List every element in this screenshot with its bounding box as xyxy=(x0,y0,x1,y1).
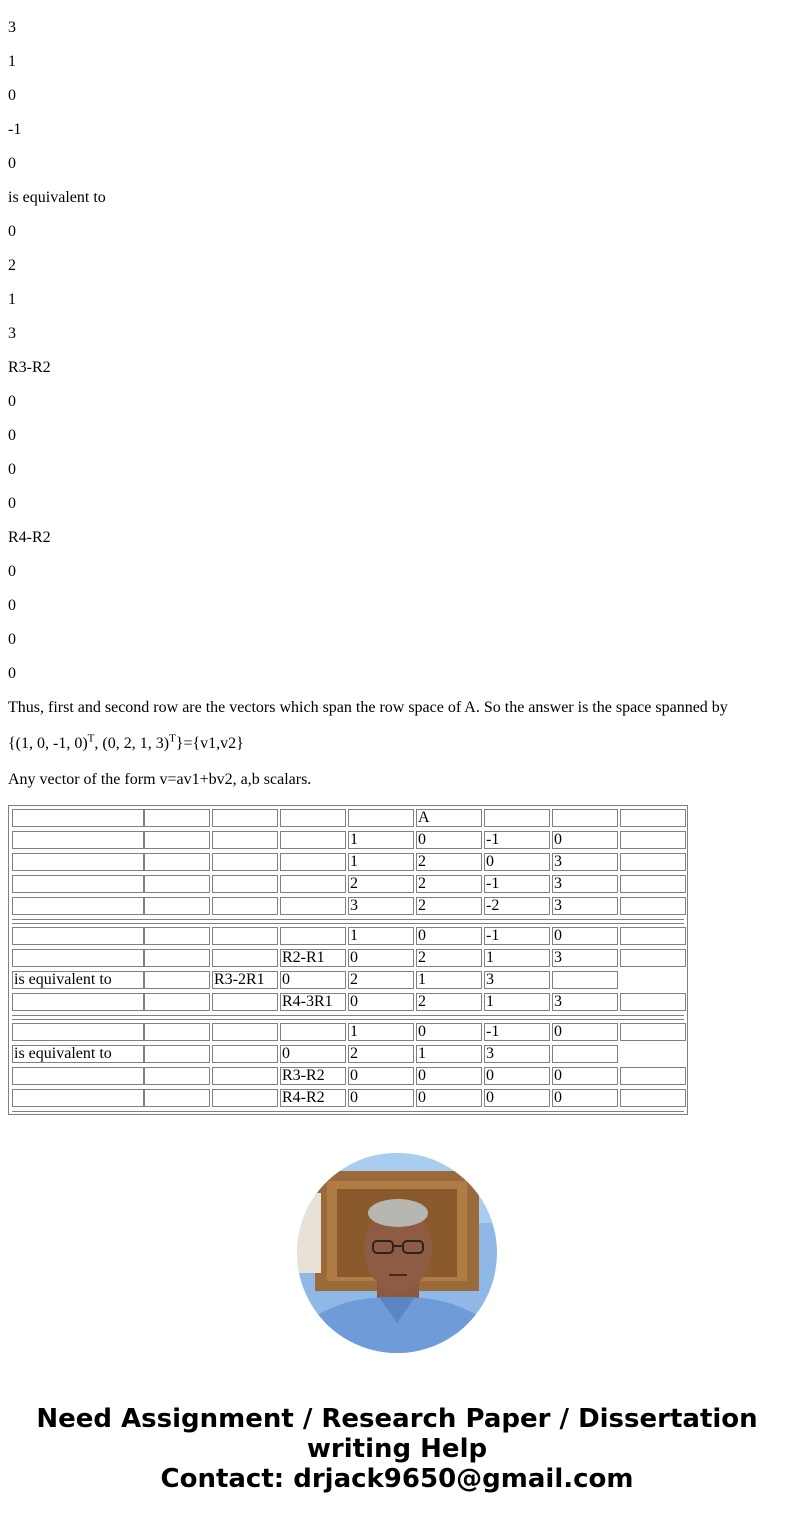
footer-line-1: Need Assignment / Research Paper / Dissertation xyxy=(36,1404,758,1434)
matrix-cell xyxy=(620,927,686,945)
matrix-cell xyxy=(12,927,144,945)
matrix-cell: is equivalent to xyxy=(12,1045,144,1063)
matrix-cell xyxy=(484,809,550,827)
matrix-cell xyxy=(12,897,144,915)
text-line: 0 xyxy=(8,87,16,104)
matrix-cell xyxy=(620,1067,686,1085)
matrix-cell xyxy=(620,831,686,849)
text-line: 0 xyxy=(8,427,16,444)
matrix-cell xyxy=(12,1023,144,1041)
matrix-cell: 0 xyxy=(484,1089,550,1107)
matrix-cell: 0 xyxy=(416,1067,482,1085)
matrix-cell: 3 xyxy=(552,875,618,893)
transpose-mark: T xyxy=(87,732,95,745)
matrix-cell xyxy=(212,831,278,849)
matrix-cell xyxy=(144,993,210,1011)
matrix-cell xyxy=(144,1045,210,1063)
matrix-cell: 1 xyxy=(348,927,414,945)
matrix-cell: 0 xyxy=(484,1067,550,1085)
matrix-cell xyxy=(144,809,210,827)
matrix-cell: R2-R1 xyxy=(280,949,346,967)
matrix-cell: 2 xyxy=(348,875,414,893)
matrix-cell xyxy=(348,809,414,827)
matrix-cell: 2 xyxy=(416,949,482,967)
matrix-cell: 3 xyxy=(552,949,618,967)
matrix-cell: 2 xyxy=(416,853,482,871)
matrix-cell xyxy=(212,927,278,945)
promo-footer xyxy=(0,1404,794,1494)
matrix-cell: R3-R2 xyxy=(280,1067,346,1085)
matrix-cell: 2 xyxy=(416,897,482,915)
text-line: R4-R2 xyxy=(8,529,51,546)
matrix-cell: -1 xyxy=(484,927,550,945)
matrix-cell: 3 xyxy=(552,897,618,915)
matrix-cell xyxy=(144,831,210,849)
matrix-cell xyxy=(144,971,210,989)
matrix-cell: 0 xyxy=(348,993,414,1011)
matrix-cell: is equivalent to xyxy=(12,971,144,989)
matrix-cell: R3-2R1 xyxy=(212,971,278,989)
table-rule xyxy=(12,1015,684,1016)
text-line: 0 xyxy=(8,597,16,614)
matrix-cell: 3 xyxy=(484,1045,550,1063)
matrix-cell xyxy=(552,971,618,989)
matrix-cell: 3 xyxy=(552,993,618,1011)
matrix-cell: 1 xyxy=(348,1023,414,1041)
conclusion-text: Thus, first and second row are the vectors which span the row space of A. So the answer is the space spanned by xyxy=(8,699,728,716)
matrix-cell: 0 xyxy=(416,1023,482,1041)
matrix-cell xyxy=(620,1023,686,1041)
text-line: 1 xyxy=(8,291,16,308)
span-close: }={v1,v2} xyxy=(175,735,244,752)
text-line: 1 xyxy=(8,53,16,70)
matrix-cell xyxy=(212,809,278,827)
matrix-cell xyxy=(280,1023,346,1041)
matrix-cell xyxy=(144,897,210,915)
table-rule xyxy=(12,1019,684,1020)
matrix-cell xyxy=(144,949,210,967)
matrix-cell: 0 xyxy=(552,1089,618,1107)
matrix-cell: 0 xyxy=(348,1089,414,1107)
matrix-cell: 3 xyxy=(484,971,550,989)
form-text: Any vector of the form v=av1+bv2, a,b scalars. xyxy=(8,771,312,788)
matrix-cell: 0 xyxy=(416,927,482,945)
matrix-cell: 2 xyxy=(416,993,482,1011)
author-photo xyxy=(297,1153,497,1353)
matrix-cell: 1 xyxy=(348,853,414,871)
matrix-cell xyxy=(212,993,278,1011)
table-rule xyxy=(12,919,684,920)
matrix-cell xyxy=(212,1089,278,1107)
text-line: 3 xyxy=(8,19,16,36)
footer-line-2: writing Help xyxy=(306,1434,488,1464)
matrix-cell: -1 xyxy=(484,1023,550,1041)
matrix-cell xyxy=(280,853,346,871)
text-line: 0 xyxy=(8,461,16,478)
span-expression xyxy=(8,732,244,753)
matrix-cell: 0 xyxy=(348,1067,414,1085)
text-line: 0 xyxy=(8,665,16,682)
matrix-cell xyxy=(620,949,686,967)
matrix-cell: 0 xyxy=(552,831,618,849)
matrix-cell xyxy=(12,949,144,967)
matrix-cell: R4-R2 xyxy=(280,1089,346,1107)
matrix-cell: 1 xyxy=(416,1045,482,1063)
matrix-cell xyxy=(552,1045,618,1063)
matrix-cell: -1 xyxy=(484,831,550,849)
matrix-cell xyxy=(620,993,686,1011)
matrix-cell xyxy=(212,853,278,871)
matrix-cell: 1 xyxy=(348,831,414,849)
matrix-cell xyxy=(280,809,346,827)
matrix-cell: -1 xyxy=(484,875,550,893)
matrix-cell: 1 xyxy=(416,971,482,989)
text-line: R3-R2 xyxy=(8,359,51,376)
matrix-cell: R4-3R1 xyxy=(280,993,346,1011)
matrix-cell xyxy=(620,1089,686,1107)
matrix-cell: 2 xyxy=(416,875,482,893)
matrix-cell xyxy=(144,1089,210,1107)
matrix-cell xyxy=(212,949,278,967)
matrix-cell: 3 xyxy=(552,853,618,871)
matrix-cell: 0 xyxy=(348,949,414,967)
matrix-cell xyxy=(212,875,278,893)
matrix-cell: 2 xyxy=(348,971,414,989)
text-line: -1 xyxy=(8,121,22,138)
matrix-cell: 0 xyxy=(552,927,618,945)
matrix-table xyxy=(8,805,688,1115)
matrix-cell: 2 xyxy=(348,1045,414,1063)
matrix-cell xyxy=(280,831,346,849)
matrix-cell: 0 xyxy=(280,971,346,989)
text-line: 0 xyxy=(8,495,16,512)
matrix-cell: 3 xyxy=(348,897,414,915)
span-open: {(1, 0, -1, 0) xyxy=(8,735,88,752)
matrix-cell xyxy=(552,809,618,827)
matrix-cell xyxy=(212,1023,278,1041)
text-line: 0 xyxy=(8,631,16,648)
matrix-cell: 0 xyxy=(552,1067,618,1085)
text-line: is equivalent to xyxy=(8,189,106,206)
matrix-cell: -2 xyxy=(484,897,550,915)
table-rule xyxy=(12,1111,684,1112)
matrix-cell xyxy=(280,875,346,893)
matrix-cell xyxy=(280,927,346,945)
text-line: 0 xyxy=(8,393,16,410)
matrix-cell xyxy=(12,809,144,827)
matrix-cell xyxy=(12,853,144,871)
matrix-cell: 0 xyxy=(552,1023,618,1041)
footer-line-3: Contact: drjack9650@gmail.com xyxy=(160,1464,634,1494)
matrix-cell: 1 xyxy=(484,993,550,1011)
matrix-cell xyxy=(144,853,210,871)
matrix-cell xyxy=(212,1045,278,1063)
text-line: 0 xyxy=(8,563,16,580)
matrix-cell xyxy=(12,993,144,1011)
matrix-cell: 1 xyxy=(484,949,550,967)
matrix-cell xyxy=(144,1067,210,1085)
span-mid: , (0, 2, 1, 3) xyxy=(94,735,170,752)
table-rule xyxy=(12,923,684,924)
matrix-cell: A xyxy=(416,809,482,827)
matrix-cell: 0 xyxy=(416,1089,482,1107)
matrix-cell xyxy=(620,897,686,915)
matrix-cell xyxy=(144,875,210,893)
matrix-cell xyxy=(12,1067,144,1085)
matrix-cell xyxy=(620,809,686,827)
matrix-cell xyxy=(280,897,346,915)
text-line: 0 xyxy=(8,155,16,172)
matrix-cell xyxy=(12,831,144,849)
matrix-cell xyxy=(620,853,686,871)
matrix-cell xyxy=(212,897,278,915)
matrix-cell xyxy=(620,875,686,893)
text-line: 2 xyxy=(8,257,16,274)
matrix-cell xyxy=(12,875,144,893)
matrix-cell: 0 xyxy=(416,831,482,849)
author-avatar xyxy=(297,1153,497,1353)
matrix-cell xyxy=(144,927,210,945)
transpose-mark: T xyxy=(169,732,176,745)
matrix-cell: 0 xyxy=(280,1045,346,1063)
matrix-cell xyxy=(144,1023,210,1041)
matrix-cell xyxy=(12,1089,144,1107)
text-line: 0 xyxy=(8,223,16,240)
matrix-cell xyxy=(212,1067,278,1085)
matrix-cell: 0 xyxy=(484,853,550,871)
text-line: 3 xyxy=(8,325,16,342)
